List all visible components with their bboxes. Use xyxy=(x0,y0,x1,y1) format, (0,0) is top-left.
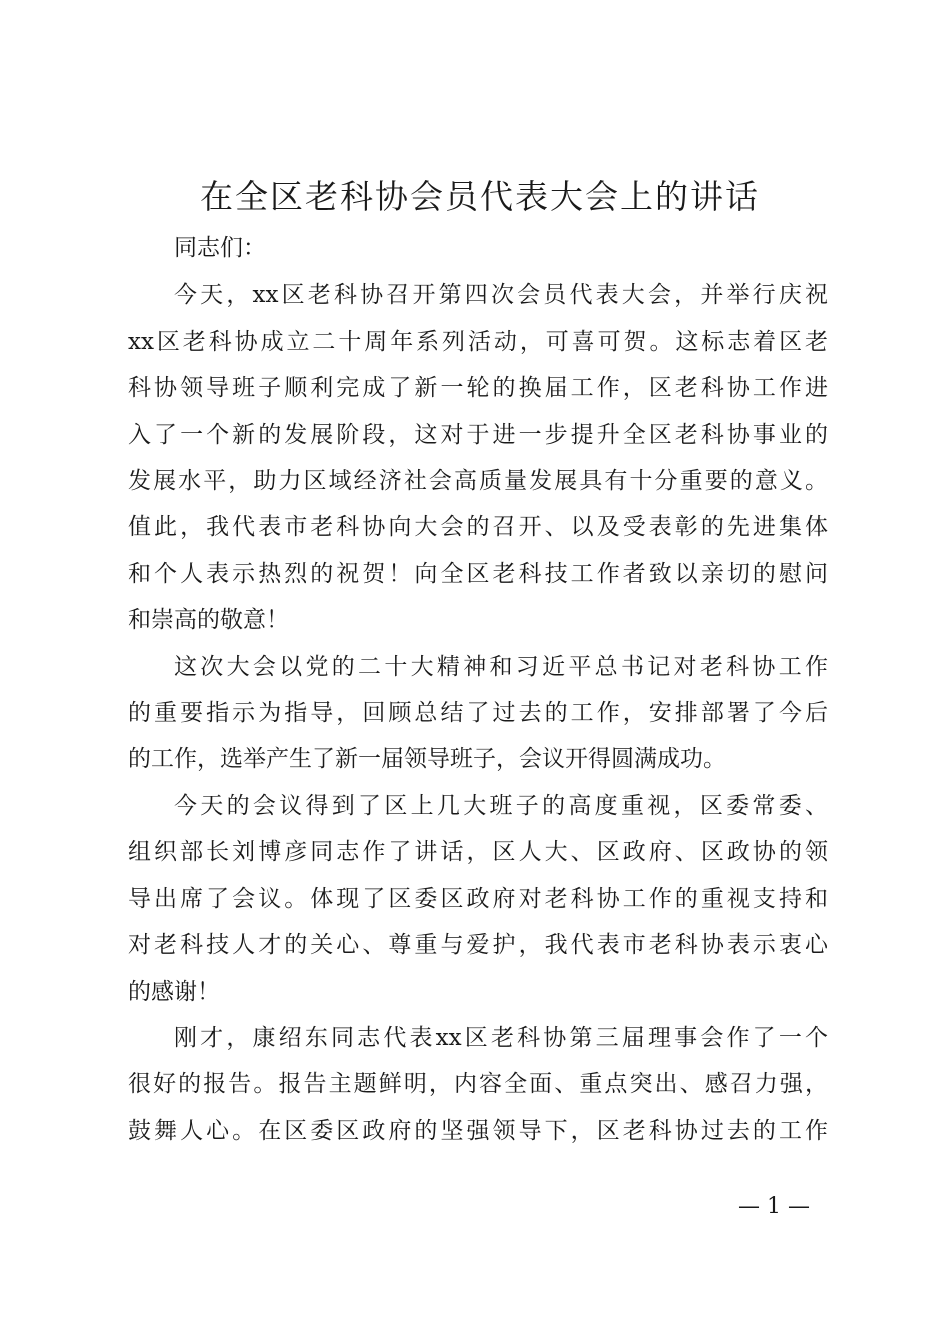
paragraph-2 xyxy=(128,644,828,783)
paragraph-line: xx区老科协成立二十周年系列活动，可喜可贺。这标志着区老 xyxy=(128,328,828,355)
paragraph-line: 值此，我代表市老科协向大会的召开、以及受表彰的先进集体 xyxy=(128,514,828,541)
paragraph-4 xyxy=(128,1015,828,1154)
paragraph-line: 的工作，选举产生了新一届领导班子，会议开得圆满成功。 xyxy=(128,746,726,773)
paragraph-line: 的重要指示为指导，回顾总结了过去的工作，安排部署了今后 xyxy=(128,700,828,727)
paragraph-line: 对老科技人才的关心、尊重与爱护，我代表市老科协表示衷心 xyxy=(128,932,828,959)
paragraph-3 xyxy=(128,783,828,1015)
paragraph-line: 发展水平，助力区域经济社会高质量发展具有十分重要的意义。 xyxy=(128,468,828,495)
paragraph-line: 组织部长刘博彦同志作了讲话，区人大、区政府、区政协的领 xyxy=(128,839,828,866)
paragraph-line: 鼓舞人心。在区委区政府的坚强领导下，区老科协过去的工作 xyxy=(128,1117,828,1144)
paragraph-1 xyxy=(128,272,828,643)
paragraph-line: 很好的报告。报告主题鲜明，内容全面、重点突出、感召力强， xyxy=(128,1071,828,1098)
paragraph-line: 刚才，康绍东同志代表xx区老科协第三届理事会作了一个 xyxy=(174,1024,828,1051)
page-number: — 1 — xyxy=(738,1194,810,1219)
document-title: 在全区老科协会员代表大会上的讲话 xyxy=(200,177,760,216)
paragraph-line: 和崇高的敬意！ xyxy=(128,607,289,634)
paragraph-line: 的感谢！ xyxy=(128,978,220,1005)
document-body xyxy=(128,225,828,1154)
paragraph-line: 今天的会议得到了区上几大班子的高度重视，区委常委、 xyxy=(174,792,828,819)
paragraph-line: 和个人表示热烈的祝贺！向全区老科技工作者致以亲切的慰问 xyxy=(128,560,828,587)
salutation: 同志们： xyxy=(174,235,266,261)
paragraph-line: 导出席了会议。体现了区委区政府对老科协工作的重视支持和 xyxy=(128,885,828,912)
paragraph-line: 入了一个新的发展阶段，这对于进一步提升全区老科协事业的 xyxy=(128,421,828,448)
paragraph-line: 这次大会以党的二十大精神和习近平总书记对老科协工作 xyxy=(174,653,828,680)
paragraph-line: 科协领导班子顺利完成了新一轮的换届工作，区老科协工作进 xyxy=(128,375,828,402)
paragraph-line: 今天，xx区老科协召开第四次会员代表大会，并举行庆祝 xyxy=(174,282,828,309)
